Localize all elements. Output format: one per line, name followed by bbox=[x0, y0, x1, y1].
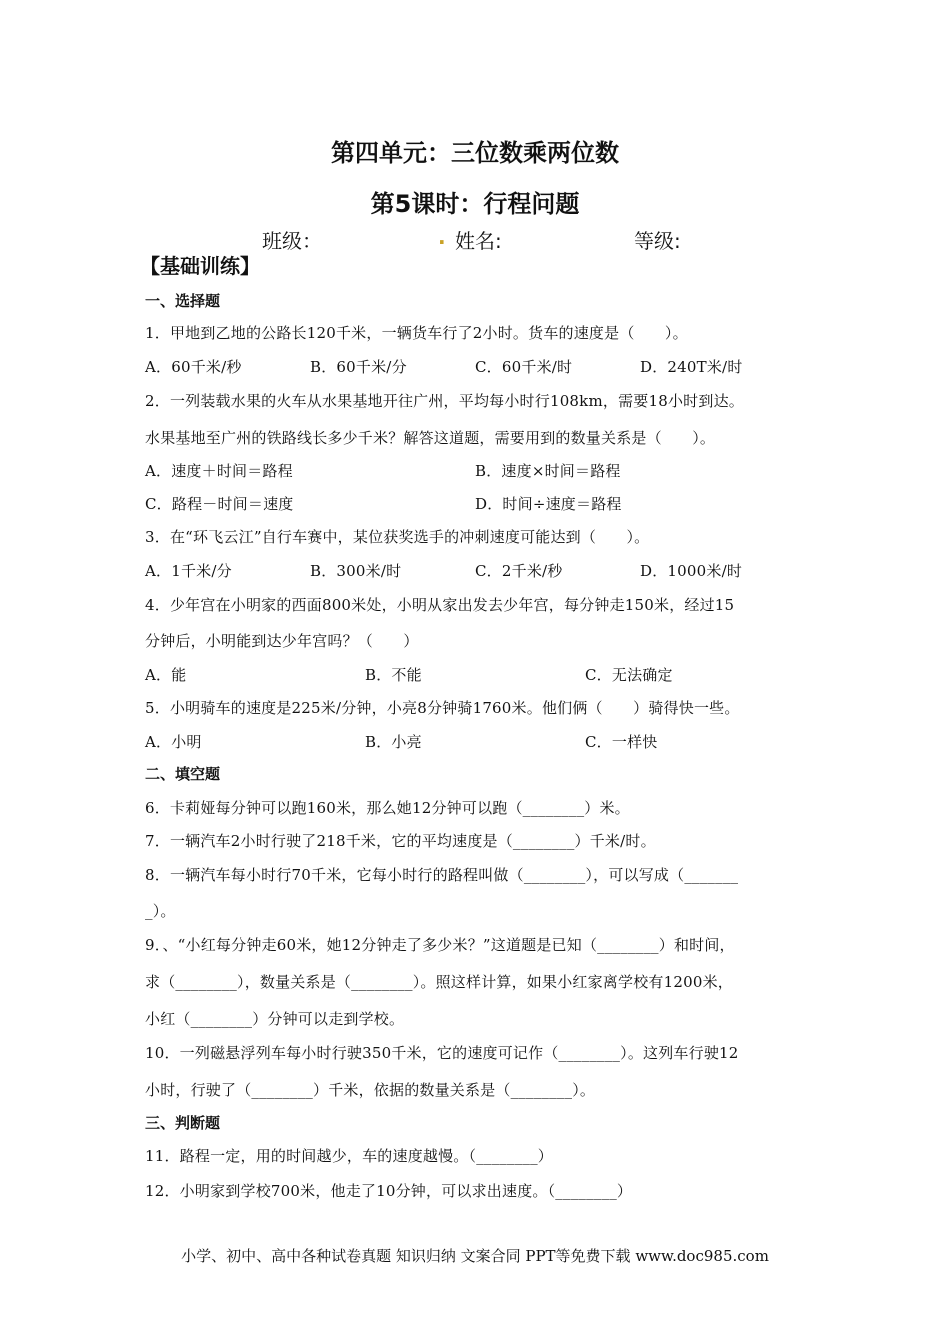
q4-option-c: C．无法确定 bbox=[585, 666, 673, 684]
question-4-line-2: 分钟后，小明能到达少年宫吗？（ ） bbox=[145, 632, 419, 650]
question-8-line-2: _）。 bbox=[145, 902, 176, 920]
q2-option-c: C．路程－时间＝速度 bbox=[145, 495, 294, 513]
q2-option-b: B．速度×时间＝路程 bbox=[475, 462, 621, 480]
q5-option-c: C．一样快 bbox=[585, 733, 658, 751]
unit-title: 第四单元：三位数乘两位数 bbox=[331, 139, 619, 167]
name-label: 姓名: bbox=[455, 229, 502, 253]
q1-option-b: B．60千米/分 bbox=[310, 358, 407, 376]
q4-option-a: A．能 bbox=[145, 666, 187, 684]
q3-option-c: C．2千米/秒 bbox=[475, 562, 563, 580]
page-footer: 小学、初中、高中各种试卷真题 知识归纳 文案合同 PPT等免费下载 www.doc985.com bbox=[181, 1247, 769, 1265]
section-title: 【基础训练】 bbox=[140, 254, 260, 278]
question-10-line-1: 10．一列磁悬浮列车每小时行驶350千米，它的速度可记作（________）。这列车行驶12 bbox=[145, 1044, 739, 1062]
q5-option-a: A．小明 bbox=[145, 733, 202, 751]
q5-option-b: B．小亮 bbox=[365, 733, 422, 751]
question-3: 3．在“环飞云江”自行车赛中，某位获奖选手的冲刺速度可能达到（ ）。 bbox=[145, 528, 650, 546]
q3-option-b: B．300米/时 bbox=[310, 562, 402, 580]
question-8-line-1: 8．一辆汽车每小时行70千米，它每小时行的路程叫做（________），可以写成（_______ bbox=[145, 866, 739, 884]
question-2-line-2: 水果基地至广州的铁路线长多少千米？解答这道题，需要用到的数量关系是（ ）。 bbox=[145, 429, 716, 447]
question-12: 12．小明家到学校700米，他走了10分钟，可以求出速度。（________） bbox=[145, 1182, 633, 1200]
part-judge-heading: 三、判断题 bbox=[145, 1114, 221, 1132]
question-7: 7．一辆汽车2小时行驶了218千米，它的平均速度是（________）千米/时。 bbox=[145, 832, 656, 850]
q1-option-a: A．60千米/秒 bbox=[145, 358, 242, 376]
question-2-line-1: 2．一列装载水果的火车从水果基地开往广州，平均每小时行108km，需要18小时到达。 bbox=[145, 392, 744, 410]
question-9-line-3: 小红（________）分钟可以走到学校。 bbox=[145, 1010, 405, 1028]
question-4-line-1: 4．少年宫在小明家的西面800米处，小明从家出发去少年宫，每分钟走150米，经过15 bbox=[145, 596, 735, 614]
part-fill-heading: 二、填空题 bbox=[145, 765, 221, 783]
question-9-line-1: 9．、“小红每分钟走60米，她12分钟走了多少米？”这道题是已知（________）和时间， bbox=[145, 936, 735, 954]
q2-option-a: A．速度＋时间＝路程 bbox=[145, 462, 293, 480]
q3-option-a: A．1千米/分 bbox=[145, 562, 232, 580]
q3-option-d: D．1000米/时 bbox=[640, 562, 743, 580]
lesson-title: 第5课时：行程问题 bbox=[370, 190, 580, 218]
question-6: 6．卡莉娅每分钟可以跑160米，那么她12分钟可以跑（________）米。 bbox=[145, 799, 630, 817]
part-choice-heading: 一、选择题 bbox=[145, 292, 221, 310]
grade-label: 等级: bbox=[634, 229, 681, 253]
separator-dot: . bbox=[438, 225, 446, 249]
question-10-line-2: 小时，行驶了（________）千米，依据的数量关系是（________）。 bbox=[145, 1081, 596, 1099]
q1-option-c: C．60千米/时 bbox=[475, 358, 573, 376]
question-9-line-2: 求（________），数量关系是（________）。照这样计算，如果小红家离学校有1200米， bbox=[145, 973, 733, 991]
q1-option-d: D．240T米/时 bbox=[640, 358, 743, 376]
q4-option-b: B．不能 bbox=[365, 666, 422, 684]
question-11: 11．路程一定，用的时间越少，车的速度越慢。（________） bbox=[145, 1147, 553, 1165]
question-5: 5．小明骑车的速度是225米/分钟，小亮8分钟骑1760米。他们俩（ ）骑得快一些。 bbox=[145, 699, 740, 717]
q2-option-d: D．时间÷速度＝路程 bbox=[475, 495, 622, 513]
class-label: 班级： bbox=[262, 229, 322, 253]
question-1: 1．甲地到乙地的公路长120千米，一辆货车行了2小时。货车的速度是（ ）。 bbox=[145, 324, 688, 342]
